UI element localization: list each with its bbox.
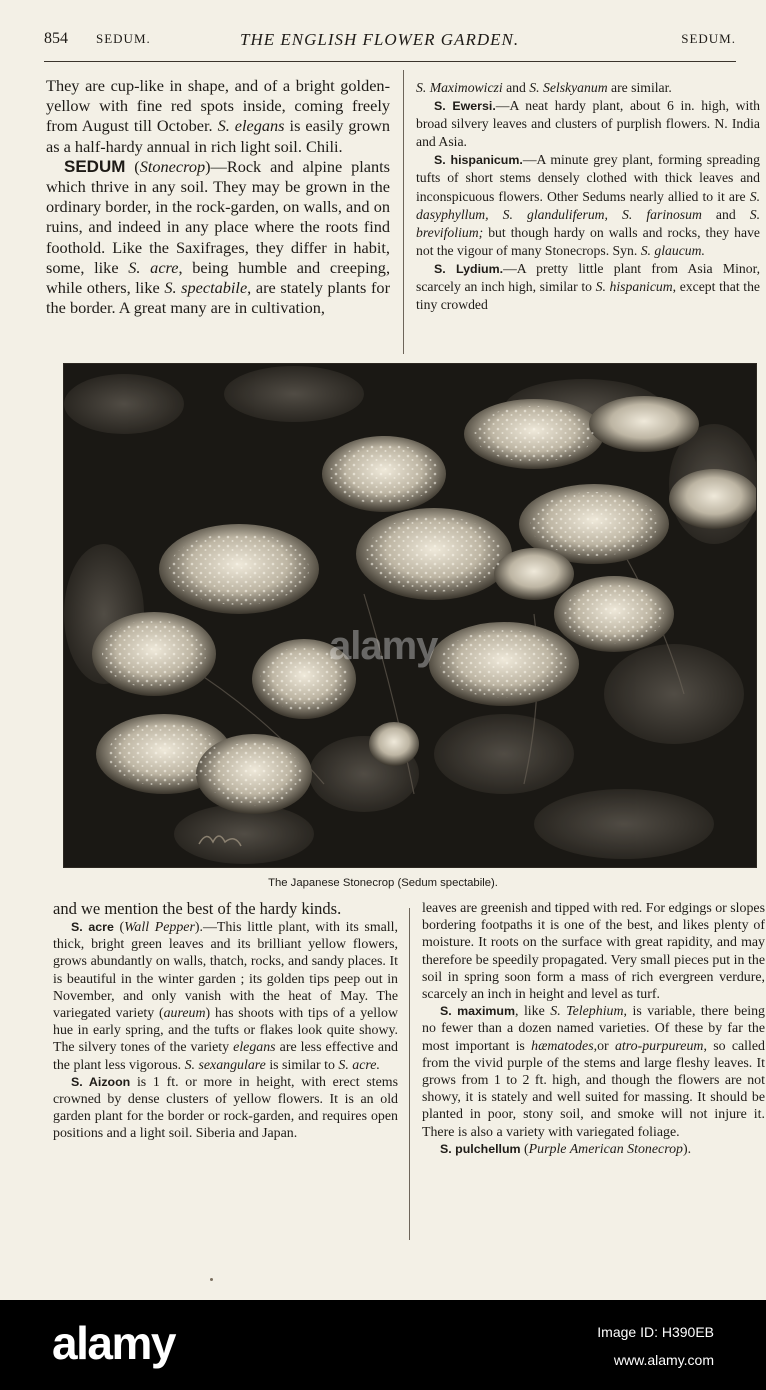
- entry-name-lydium: S. Lydium.: [434, 261, 504, 276]
- alamy-watermark: alamy: [329, 624, 438, 668]
- paragraph-hardy-kinds: and we mention the best of the hardy kinds.: [53, 899, 342, 918]
- alamy-logo: alamy: [52, 1317, 175, 1369]
- header-book-title: THE ENGLISH FLOWER GARDEN.: [240, 30, 520, 49]
- paragraph-sedum: SEDUM (Stonecrop)—Rock and alpine plants which thrive in any soil. They may be grown in the ordinary border, in the rock-garden, on walls, and on ruins, and indeed in any place where the roots find foothold. Like the Saxifrages, they differ in habit, some, like S. acre, being humble and creeping, while others, like S. spectabile, are stately plants for the border. A great many are in cultivation,: [46, 156, 391, 318]
- page-number: 854: [44, 30, 68, 47]
- entry-name-aizoon: S. Aizoon: [71, 1074, 131, 1089]
- entry-name-hispanicum: S. hispanicum.: [434, 153, 523, 168]
- entry-name-pulchellum: S. pulchellum: [440, 1141, 521, 1156]
- entry-name-maximum: S. maximum: [440, 1004, 515, 1019]
- image-id: Image ID: H390EB: [597, 1324, 714, 1340]
- paragraph-ewersi: S. Ewersi.—A neat hardy plant, about 6 in. high, with broad silvery leaves and clusters of purplish flowers. N. India and Asia.: [416, 98, 760, 150]
- text-column-upper-right: [416, 79, 760, 314]
- header-rule: [44, 61, 736, 62]
- paragraph-leaves-greenish: leaves are greenish and tipped with red. For edgings or slopes bordering footpaths it is one of the best, and likes plenty of moisture. It roots on the surface with great rapidity, and may therefore be speedily propagated. Very small pieces put in the soil in spring soon form a mass of rich evergreen verdure, scarcely an inch in height and level as turf.: [422, 901, 765, 1003]
- paragraph-cup-like: They are cup-like in shape, and of a bright golden-yellow with fine red spots inside, coming freely from August till October. S. elegans is easily grown as a half-hardy annual in rich light soil. Chili.: [46, 76, 391, 156]
- engraving-japanese-stonecrop: [63, 363, 757, 868]
- text-column-lower-left: [53, 899, 398, 1143]
- header-right-title: SEDUM.: [681, 31, 736, 46]
- entry-name-ewersi: S. Ewersi.: [434, 99, 496, 114]
- page-speck: [210, 1278, 213, 1281]
- paragraph-maximum: S. maximum, like S. Telephium, is variable, there being no fewer than a dozen named varieties. Of these by far the most important is hæmatodes,or atro-purpureum, so called from the vivid purple of the stems and large fleshy leaves. It grows from 1 to 2 ft. high, and though the flowers are not showy, it is stately and well suited for massing. It should be planted in poor, stony soil, and smoke will not injure it. There is also a variety with variegated foliage.: [422, 1004, 765, 1140]
- column-divider: [403, 70, 404, 354]
- running-header: [44, 30, 736, 54]
- paragraph-acre: S. acre (Wall Pepper).—This little plant, with its small, thick, bright green leaves and its brilliant yellow flowers, grows abundantly on walls, thatch, rocks, and sandy places. It is beautiful in the winter garden ; its golden tips peep out in November, and only vanish with the heat of May. The variegated variety (aureum) has shoots with tips of a yellow hue in early spring, and the tufts or flakes look quite showy. The silvery tones of the variety elegans are less effective and the plant less vigorous. S. sexangulare is similar to S. acre.: [53, 920, 398, 1073]
- stock-url: www.alamy.com: [613, 1352, 714, 1368]
- paragraph-lydium: S. Lydium.—A pretty little plant from Asia Minor, scarcely an inch high, similar to S. hispanicum, except that the tiny crowded: [416, 260, 760, 313]
- text-column-upper-left: [46, 76, 390, 318]
- paragraph-aizoon: S. Aizoon is 1 ft. or more in height, with erect stems crowned by dense clusters of yellow flowers. It is an old garden plant for the border or rock-garden, and requires open positions and a light soil. Siberia and Japan.: [53, 1074, 398, 1142]
- paragraph-pulchellum: S. pulchellum (Purple American Stonecrop).: [440, 1141, 692, 1157]
- figure-caption: The Japanese Stonecrop (Sedum spectabile).: [268, 877, 498, 889]
- flower-cluster-illustration: [64, 364, 757, 868]
- column-divider-lower: [409, 908, 410, 1240]
- paragraph-maximowiczi: S. Maximowiczi and S. Selskyanum are similar.: [416, 80, 672, 95]
- text-column-lower-right: [422, 900, 765, 1158]
- paragraph-hispanicum: S. hispanicum.—A minute grey plant, forming spreading tufts of short stems densely clothed with thick leaves and inconspicuous flowers. Other Sedums nearly allied to it are S. dasyphyllum, S. glanduliferum, S. farinosum and S. brevifolium; but though hardy on walls and rocks, they have not the vigour of many Stonecrops. Syn. S. glaucum.: [416, 152, 760, 258]
- entry-name-sedum: SEDUM: [64, 156, 126, 176]
- entry-name-acre: S. acre: [71, 920, 114, 934]
- header-left-title: SEDUM.: [96, 31, 151, 46]
